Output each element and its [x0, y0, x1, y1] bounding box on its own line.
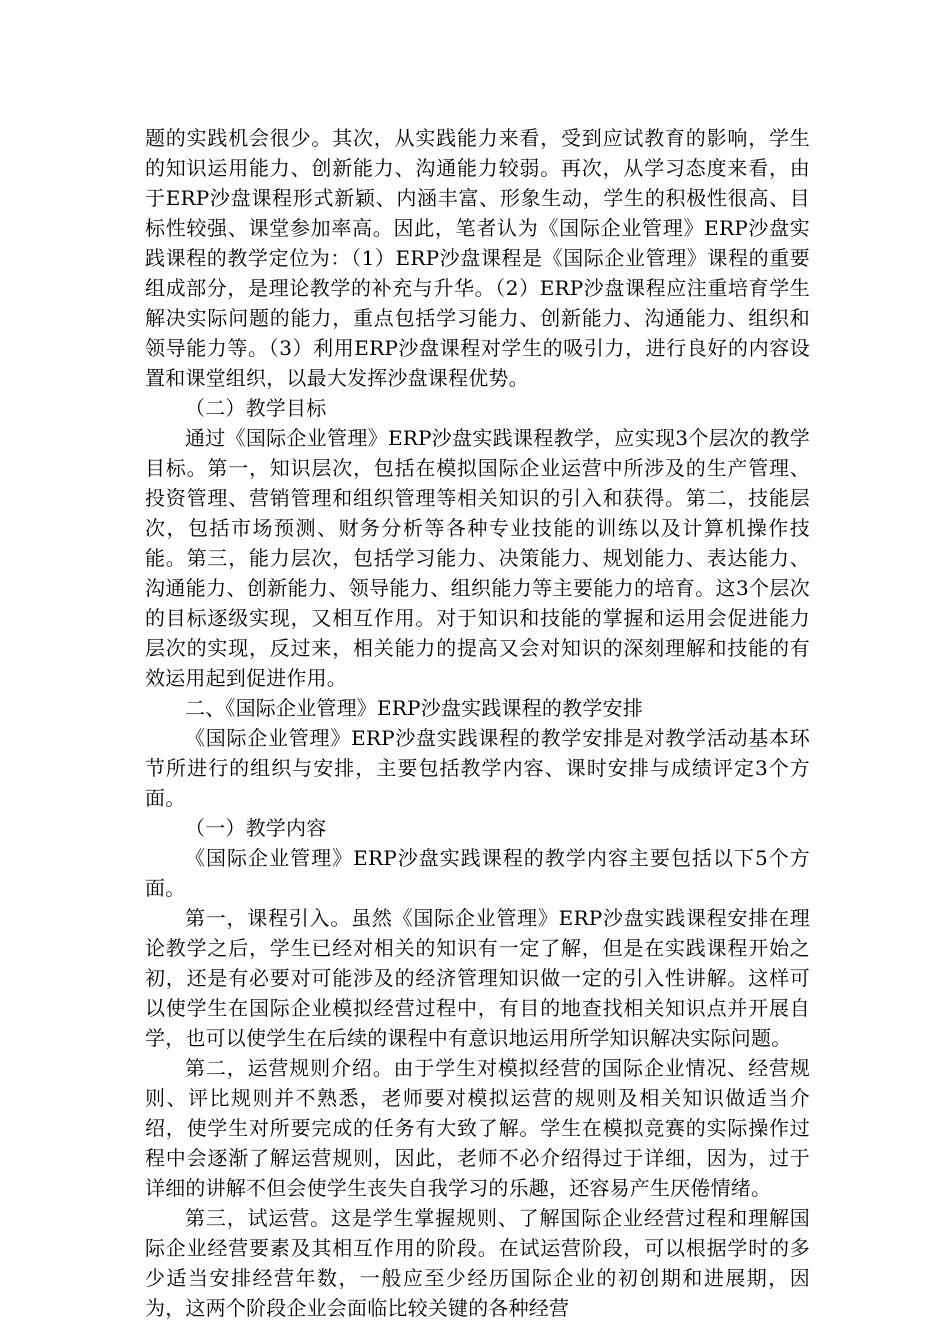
paragraph-content-intro: 《国际企业管理》ERP沙盘实践课程的教学内容主要包括以下5个方面。 [145, 846, 810, 900]
paragraph-teaching-arrangement: 《国际企业管理》ERP沙盘实践课程的教学安排是对教学活动基本环节所进行的组织与安排，主要包括教学内容、课时安排与成绩评定3个方面。 [145, 726, 810, 810]
heading-section-two: 二、《国际企业管理》ERP沙盘实践课程的教学安排 [185, 696, 643, 720]
heading-teaching-content: （一）教学内容 [185, 816, 327, 840]
paragraph-teaching-objectives: 通过《国际企业管理》ERP沙盘实践课程教学，应实现3个层次的教学目标。第一，知识层次，包括在模拟国际企业运营中所涉及的生产管理、投资管理、营销管理和组织管理等相关知识的引入和获得。第二，技能层次，包括市场预测、财务分析等各种专业技能的训练以及计算机操作技能。第三，能力层次，包括学习能力、决策能力、规划能力、表达能力、沟通能力、创新能力、领导能力、组织能力等主要能力的培育。这3个层次的目标逐级实现，又相互作用。对于知识和技能的掌握和运用会促进能力层次的实现，反过来，相关能力的提高又会对知识的深刻理解和技能的有效运用起到促进作用。 [145, 426, 810, 690]
paragraph-teaching-positioning: 题的实践机会很少。其次，从实践能力来看，受到应试教育的影响，学生的知识运用能力、创新能力、沟通能力较弱。再次，从学习态度来看，由于ERP沙盘课程形式新颖、内涵丰富、形象生动，学生的积极性很高、目标性较强、课堂参加率高。因此，笔者认为《国际企业管理》ERP沙盘实践课程的教学定位为：（1）ERP沙盘课程是《国际企业管理》课程的重要组成部分，是理论教学的补充与升华。（2）ERP沙盘课程应注重培育学生解决实际问题的能力，重点包括学习能力、创新能力、沟通能力、组织和领导能力等。（3）利用ERP沙盘课程对学生的吸引力，进行良好的内容设置和课堂组织，以最大发挥沙盘课程优势。 [145, 126, 810, 390]
paragraph-course-introduction: 第一，课程引入。虽然《国际企业管理》ERP沙盘实践课程安排在理论教学之后，学生已经对相关的知识有一定了解，但是在实践课程开始之初，还是有必要对可能涉及的经济管理知识做一定的引入性讲解。这样可以使学生在国际企业模拟经营过程中，有目的地查找相关知识点并开展自学，也可以使学生在后续的课程中有意识地运用所学知识解决实际问题。 [145, 906, 810, 1050]
body-text [145, 123, 810, 1323]
paragraph-trial-operation: 第三，试运营。这是学生掌握规则、了解国际企业经营过程和理解国际企业经营要素及其相互作用的阶段。在试运营阶段，可以根据学时的多少适当安排经营年数，一般应至少经历国际企业的初创期和进展期，因为，这两个阶段企业会面临比较关键的各种经营 [145, 1206, 810, 1320]
heading-teaching-objectives: （二）教学目标 [185, 396, 327, 420]
paragraph-rules-introduction: 第二，运营规则介绍。由于学生对模拟经营的国际企业情况、经营规则、评比规则并不熟悉，老师要对模拟运营的规则及相关知识做适当介绍，使学生对所要完成的任务有大致了解。学生在模拟竞赛的实际操作过程中会逐渐了解运营规则，因此，老师不必介绍得过于详细，因为，过于详细的讲解不但会使学生丧失自我学习的乐趣，还容易产生厌倦情绪。 [145, 1056, 810, 1200]
